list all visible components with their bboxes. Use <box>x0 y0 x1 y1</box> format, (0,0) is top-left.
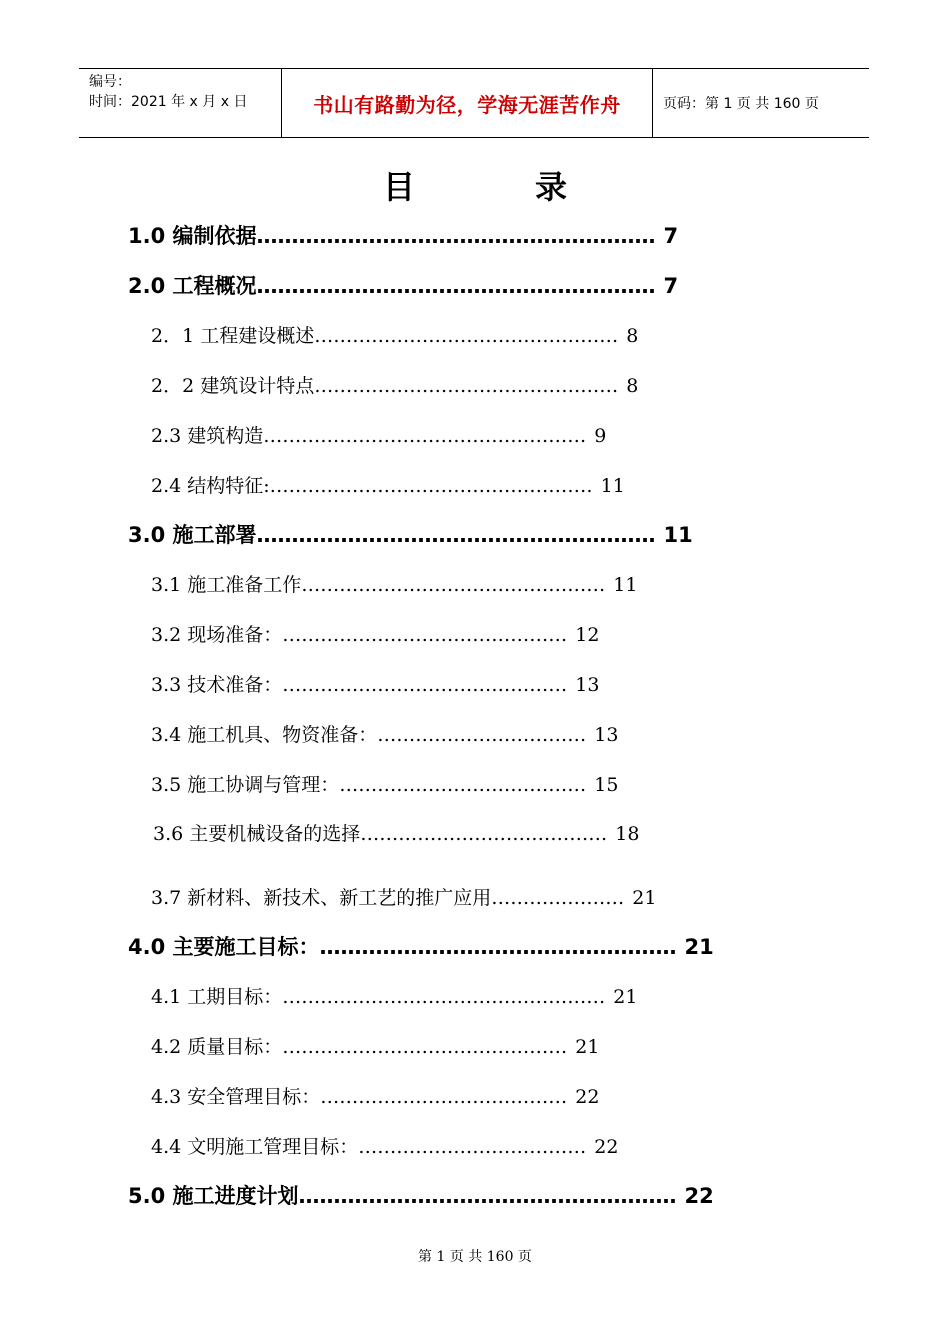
toc-page-number: 15 <box>594 774 619 796</box>
toc-page-number: 13 <box>575 674 600 696</box>
toc-entry-text: 3.4 施工机具、物资准备： <box>151 724 378 746</box>
toc-entry[interactable] <box>128 220 678 250</box>
toc-page-number: 21 <box>575 1036 600 1058</box>
toc-leader: ………………… <box>491 887 625 909</box>
toc-leader: ……………………………………………… <box>298 1184 677 1208</box>
time-label: 时间：2021 年 x 月 x 日 <box>89 94 248 110</box>
toc-leader: ……………………………………… <box>282 624 568 646</box>
toc-entry[interactable] <box>153 819 639 846</box>
toc-entry[interactable] <box>151 321 638 348</box>
toc-page-number: 7 <box>663 274 679 298</box>
toc-entry[interactable] <box>151 1082 599 1109</box>
header-meta-cell <box>79 69 282 137</box>
toc-leader: …………………………………… <box>326 475 593 497</box>
toc-page-number: 22 <box>594 1136 619 1158</box>
toc-leader: ………………………………………………… <box>256 224 656 248</box>
page-footer: 第 1 页 共 160 页 <box>418 1249 532 1265</box>
toc-title-right: 录 <box>535 168 568 206</box>
toc-entry-text: 3.0 施工部署 <box>128 523 257 547</box>
document-header <box>79 68 869 138</box>
toc-entry[interactable] <box>151 620 599 647</box>
toc-entry[interactable] <box>151 471 625 498</box>
toc-page-number: 9 <box>594 425 607 447</box>
toc-entry[interactable] <box>151 371 638 398</box>
toc-page-number: 22 <box>575 1086 600 1108</box>
toc-leader: ………………………………………………… <box>256 523 656 547</box>
toc-entry-text: 4.4 文明施工管理目标： <box>151 1136 359 1158</box>
toc-entry[interactable] <box>151 421 606 448</box>
toc-entry[interactable] <box>151 570 637 597</box>
toc-leader: ………………………………………… <box>314 375 619 397</box>
toc-entry-text: 2.4 结构特征:……… <box>151 475 327 497</box>
toc-page-number: 8 <box>626 375 639 397</box>
toc-entry-text: 5.0 施工进度计划 <box>128 1184 299 1208</box>
toc-entry[interactable] <box>128 931 714 961</box>
toc-entry-text: 4.2 质量目标： <box>151 1036 283 1058</box>
toc-leader: …………………………………………… <box>319 935 677 959</box>
toc-entry[interactable] <box>151 883 656 910</box>
toc-entry-text: 3.1 施工准备工作 <box>151 574 302 596</box>
toc-entry-text: 2.3 建筑构造 <box>151 425 264 447</box>
toc-leader: ………………………………… <box>320 1086 568 1108</box>
toc-leader: …………………………………………… <box>282 986 606 1008</box>
toc-title <box>0 162 950 208</box>
toc-leader: ……………………………… <box>358 1136 587 1158</box>
toc-page-number: 12 <box>575 624 600 646</box>
toc-leader: ………………………………… <box>360 823 608 845</box>
header-page-cell <box>653 69 869 137</box>
toc-entry[interactable] <box>151 1032 599 1059</box>
toc-entry-text: 3.7 新材料、新技术、新工艺的推广应用 <box>151 887 492 909</box>
toc-entry[interactable] <box>128 519 693 549</box>
toc-entry-text: 2.0 工程概况 <box>128 274 257 298</box>
toc-leader: ………………………………………………… <box>256 274 656 298</box>
toc-leader: …………………………… <box>377 724 587 746</box>
toc-leader: ……………………………………… <box>282 1036 568 1058</box>
toc-page-number: 11 <box>663 523 693 547</box>
toc-entry-text: 3.6 主要机械设备的选择 <box>153 823 361 845</box>
toc-entry-text: 3.5 施工协调与管理： <box>151 774 340 796</box>
toc-page-number: 18 <box>615 823 640 845</box>
page-info: 页码：第 1 页 共 160 页 <box>663 96 819 112</box>
toc-leader: ……………………………………… <box>282 674 568 696</box>
toc-entry[interactable] <box>128 1180 714 1210</box>
header-motto-cell <box>282 69 653 137</box>
toc-page-number: 21 <box>684 935 714 959</box>
toc-title-left: 目 <box>382 168 415 206</box>
code-label: 编号： <box>89 74 131 90</box>
toc-page-number: 21 <box>632 887 657 909</box>
toc-page-number: 21 <box>613 986 638 1008</box>
toc-leader: ………………………………………… <box>314 325 619 347</box>
toc-page-number: 11 <box>613 574 638 596</box>
toc-page-number: 8 <box>626 325 639 347</box>
toc-entry-text: 3.2 现场准备： <box>151 624 283 646</box>
toc-entry-text: 1.0 编制依据 <box>128 224 257 248</box>
toc-page-number: 22 <box>684 1184 714 1208</box>
toc-entry[interactable] <box>151 982 637 1009</box>
toc-entry[interactable] <box>151 1132 618 1159</box>
toc-page-number: 11 <box>600 475 625 497</box>
toc-page-number: 13 <box>594 724 619 746</box>
motto-text: 书山有路勤为径，学海无涯苦作舟 <box>313 92 621 117</box>
toc-leader: ………………………………… <box>339 774 587 796</box>
toc-entry-text: 2．2 建筑设计特点 <box>151 375 315 397</box>
toc-entry[interactable] <box>151 770 618 797</box>
toc-entry-text: 4.3 安全管理目标： <box>151 1086 321 1108</box>
toc-entry[interactable] <box>151 670 599 697</box>
toc-entry-text: 3.3 技术准备： <box>151 674 283 696</box>
toc-entry[interactable] <box>151 720 618 747</box>
toc-entry-text: 4.1 工期目标： <box>151 986 283 1008</box>
toc-leader: ………………………………………… <box>301 574 606 596</box>
toc-entry-text: 2．1 工程建设概述 <box>151 325 315 347</box>
toc-entry-text: 4.0 主要施工目标： <box>128 935 320 959</box>
toc-page-number: 7 <box>663 224 679 248</box>
toc-entry[interactable] <box>128 270 678 300</box>
toc-leader: …………………………………………… <box>263 425 587 447</box>
